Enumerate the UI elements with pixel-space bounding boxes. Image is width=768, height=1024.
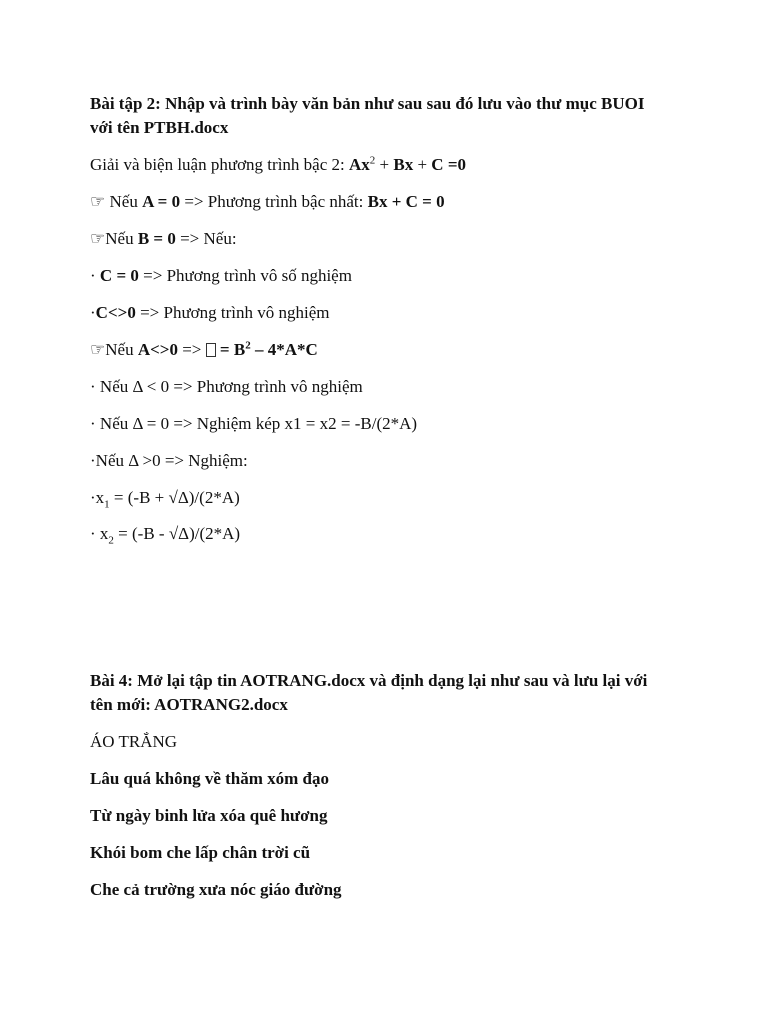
case3-superscript: 2: [245, 339, 251, 352]
case2-condition: B = 0: [137, 229, 176, 248]
case3-arrow: =>: [177, 340, 206, 359]
subcase2-condition: C<>0: [95, 303, 136, 322]
root-x2-line: [90, 522, 240, 546]
subcase1-rest: => Phương trình vô số nghiệm: [138, 266, 352, 285]
eq-ax-superscript: 2: [369, 154, 376, 167]
exercise2-title-line2: với tên PTBH.docx: [90, 118, 229, 137]
poem-verse-4: Che cả trường xưa nóc giáo đường: [90, 880, 342, 899]
bullet-dot-icon: ·: [90, 303, 96, 322]
case3-eq-rest: – 4*A*C: [250, 340, 318, 359]
delta-negative-line: · Nếu Δ < 0 => Phương trình vô nghiệm: [90, 377, 363, 396]
root-x1-line: [90, 486, 240, 510]
root-x2-subscript: 2: [108, 534, 114, 547]
case2-line: [90, 227, 237, 251]
poem-verse-3: Khói bom che lấp chân trời cũ: [90, 843, 311, 862]
eq-plus2: +: [413, 155, 432, 174]
pointing-hand-icon: ☞Nếu: [90, 229, 138, 248]
eq-bx: Bx: [393, 155, 414, 174]
case3-line: [90, 338, 318, 362]
pointing-hand-icon: ☞ Nếu: [90, 192, 143, 211]
root-x1-subscript: 1: [104, 498, 110, 511]
root-x2-prefix: · x: [90, 524, 109, 543]
subcase2-line: [90, 301, 330, 325]
case3-condition: A<>0: [137, 340, 178, 359]
poem-verse-1: Lâu quá không về thăm xóm đạo: [90, 769, 330, 788]
case1-middle: => Phương trình bậc nhất:: [180, 192, 368, 211]
subcase1-condition: C = 0: [99, 266, 139, 285]
root-x1-formula: = (-B + √Δ)/(2*A): [109, 488, 240, 507]
poem-title: ÁO TRẮNG: [90, 732, 178, 751]
exercise2-title-line1: Bài tập 2: Nhập và trình bày văn bản như sau sau đó lưu vào thư mục BUOI: [90, 94, 645, 113]
case1-equation: Bx + C = 0: [367, 192, 445, 211]
intro-text: Giải và biện luận phương trình bậc 2:: [90, 155, 349, 174]
root-x1-prefix: ·x: [90, 488, 105, 507]
case2-rest: => Nếu:: [175, 229, 237, 248]
eq-plus1: +: [375, 155, 394, 174]
subcase2-rest: => Phương trình vô nghiệm: [135, 303, 330, 322]
missing-glyph-icon: [206, 343, 216, 357]
eq-c: C =0: [431, 155, 467, 174]
subcase1-line: [90, 264, 352, 288]
bullet-dot-icon: ·: [90, 266, 100, 285]
case1-line: [90, 190, 445, 214]
exercise4-title-line1: Bài 4: Mở lại tập tin AOTRANG.docx và định dạng lại như sau và lưu lại với: [90, 671, 648, 690]
case1-condition: A = 0: [142, 192, 181, 211]
eq-ax: Ax: [348, 155, 370, 174]
intro-line: [90, 153, 466, 177]
delta-positive-line: ·Nếu Δ >0 => Nghiệm:: [90, 451, 248, 470]
delta-zero-line: · Nếu Δ = 0 => Nghiệm kép x1 = x2 = -B/(2*A): [90, 414, 418, 433]
exercise4-title-line2: tên mới: AOTRANG2.docx: [90, 695, 288, 714]
poem-verse-2: Từ ngày binh lửa xóa quê hương: [90, 806, 328, 825]
root-x2-formula: = (-B - √Δ)/(2*A): [113, 524, 241, 543]
pointing-hand-icon: ☞Nếu: [90, 340, 138, 359]
case3-eq-b: = B: [215, 340, 246, 359]
